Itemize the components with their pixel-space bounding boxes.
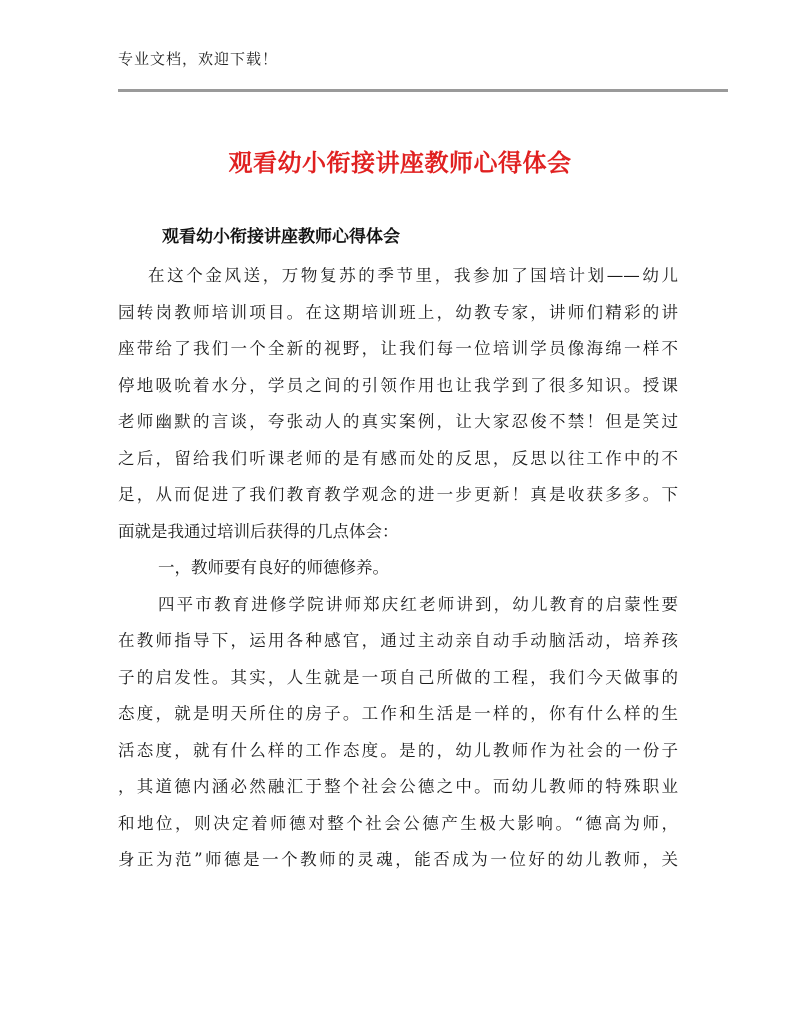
document-subtitle: 观看幼小衔接讲座教师心得体会 — [162, 227, 400, 247]
paragraph-line: 态度，就是明天所住的房子。工作和生活是一样的，你有什么样的生 — [118, 704, 678, 723]
paragraph-line: 停地吸吮着水分，学员之间的引领作用也让我学到了很多知识。授课 — [118, 375, 678, 395]
paragraph-line: 活态度，就有什么样的工作态度。是的，幼儿教师作为社会的一份子 — [118, 740, 678, 760]
document-body — [118, 258, 678, 879]
paragraph-line: 在教师指导下，运用各种感官，通过主动亲自动手动脑活动，培养孩 — [118, 631, 678, 650]
paragraph-line: 子的启发性。其实，人生就是一项自己所做的工程，我们今天做事的 — [118, 667, 678, 687]
document-title: 观看幼小衔接讲座教师心得体会 — [228, 149, 572, 177]
paragraph-line: 老师幽默的言谈，夸张动人的真实案例，让大家忍俊不禁！但是笑过 — [118, 412, 678, 431]
paragraph-line: 身正为范”师德是一个教师的灵魂，能否成为一位好的幼儿教师，关 — [118, 850, 678, 869]
paragraph-line: 座带给了我们一个全新的视野，让我们每一位培训学员像海绵一样不 — [118, 339, 678, 358]
section-heading-line: 一，教师要有良好的师德修养。 — [158, 558, 389, 577]
paragraph-line: 之后，留给我们听课老师的是有感而处的反思，反思以往工作中的不 — [118, 448, 678, 468]
paragraph-line: 足，从而促进了我们教育教学观念的进一步更新！真是收获多多。下 — [118, 485, 678, 504]
paragraph-line: ，其道德内涵必然融汇于整个社会公德之中。而幼儿教师的特殊职业 — [118, 777, 678, 796]
paragraph-line: 在这个金风送，万物复苏的季节里，我参加了国培计划——幼儿 — [148, 266, 678, 285]
paragraph-line: 四平市教育进修学院讲师郑庆红老师讲到，幼儿教育的启蒙性要 — [158, 594, 678, 614]
paragraph-line: 面就是我通过培训后获得的几点体会： — [118, 521, 399, 541]
paragraph-line: 园转岗教师培训项目。在这期培训班上，幼教专家，讲师们精彩的讲 — [118, 302, 678, 322]
header-divider — [118, 89, 728, 92]
page-header-text: 专业文档，欢迎下载！ — [118, 50, 279, 68]
paragraph-line: 和地位，则决定着师德对整个社会公德产生极大影响。“德高为师， — [118, 813, 678, 833]
